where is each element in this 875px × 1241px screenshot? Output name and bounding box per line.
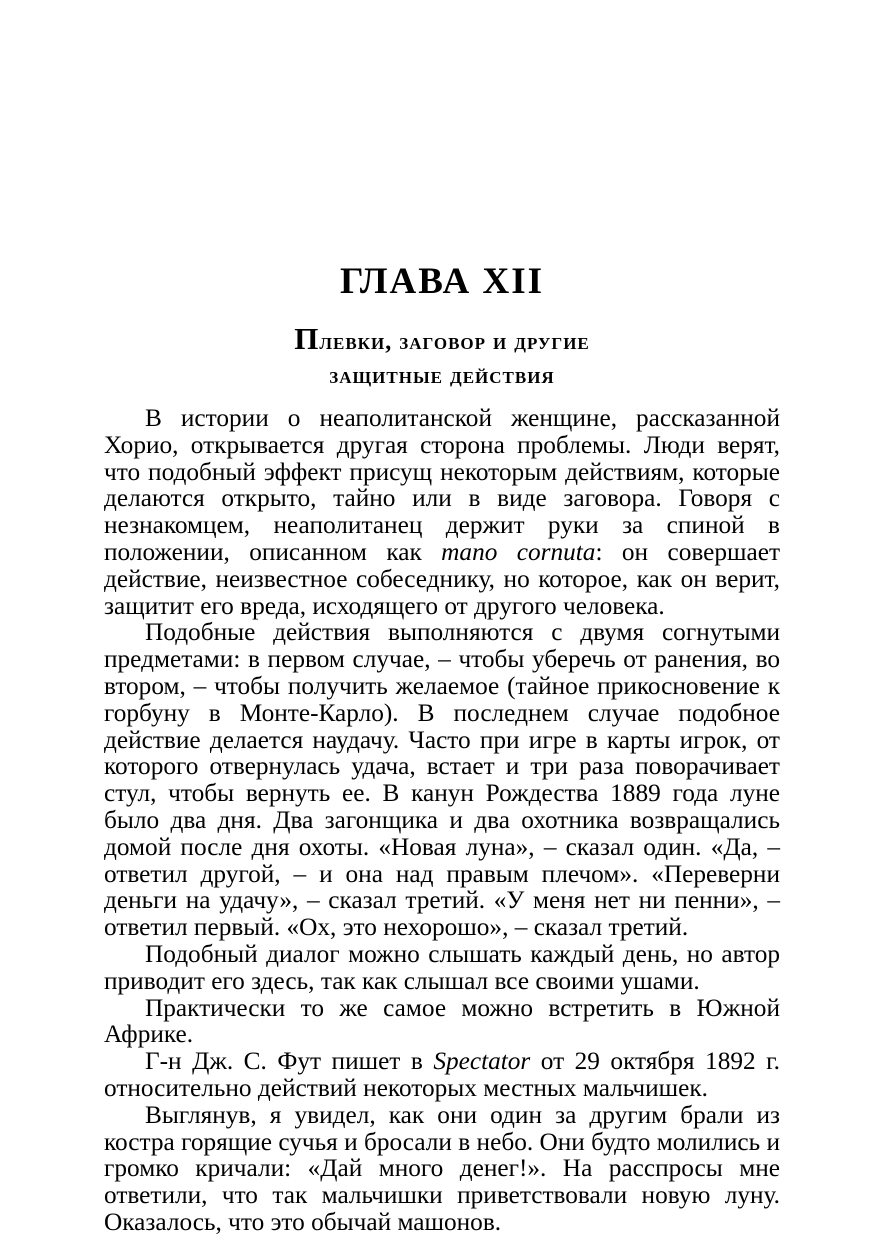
book-page (104, 262, 780, 1236)
paragraph-3: Подобный диалог можно слышать каждый день, но автор приводит его здесь, так как слышал все своими ушами. (104, 939, 780, 995)
section-title-line-2: защитные действия (329, 363, 555, 389)
paragraph-2: Подобные действия выполняются с двумя согнутыми предметами: в первом случае, – чтобы уберечь от ранения, во втором, – чтобы получить желаемое (тайное прикосновение к горбуну в Монте-Карло). В последнем случае подобное действие делается наудачу. Часто при игре в карты игрок, от которого отвернулась удача, встает и три раза поворачивает стул, чтобы вернуть ее. В канун Рождества 1889 года луне было два дня. Два загонщика и два охотника возвращались домой после дня охоты. «Новая луна», – сказал один. «Да, – ответил другой, – и она над правым плечом». «Переверни деньги на удачу», – сказал третий. «У меня нет ни пенни», – ответил первый. «Ох, это нехорошо», – сказал третий. (104, 618, 780, 942)
section-title-line-1 (104, 322, 780, 359)
paragraph-5-part-b: от 29 октября 1892 г. относительно действий некоторых местных мальчишек. (104, 1047, 780, 1102)
section-title-initial: П (294, 321, 320, 356)
paragraph-1 (104, 405, 780, 619)
chapter-title: ГЛАВА XII (339, 261, 545, 302)
paragraph-5-part-a: Г-н Дж. С. Фут пишет в (145, 1047, 434, 1076)
paragraph-1-part-b: : он совершает действие, неизвестное собеседнику, но которое, как он верит, защитит его вреда, исходящего от другого человека. (104, 537, 781, 620)
paragraph-1-italic-term: mano cornuta (441, 537, 596, 566)
paragraph-5-italic-source: Spectator (433, 1047, 531, 1076)
paragraph-6: Выглянув, я увидел, как они один за другим брали из костра горящие сучья и бросали в небо. Они будто молились и громко кричали: «Дай много денег!». На расспросы мне ответили, что так мальчишки приветствовали новую луну. Оказалось, что это обычай машонов. (104, 1100, 780, 1236)
paragraph-1-part-a: В истории о неаполитанской женщине, рассказанной Хорио, открывается другая сторона проблемы. Люди верят, что подобный эффект присущ некоторым действиям, которые делаются открыто, тайно или в виде заговора. Говоря с незнакомцем, неаполитанец держит руки за спиной в положении, описанном как (104, 404, 780, 566)
paragraph-5 (104, 1048, 780, 1102)
section-title-line-1-rest: левки, заговор и другие (319, 329, 590, 355)
paragraph-4: Практически то же самое можно встретить в Южной Африке. (104, 993, 780, 1049)
section-title (104, 322, 780, 393)
chapter-body (104, 405, 780, 1236)
